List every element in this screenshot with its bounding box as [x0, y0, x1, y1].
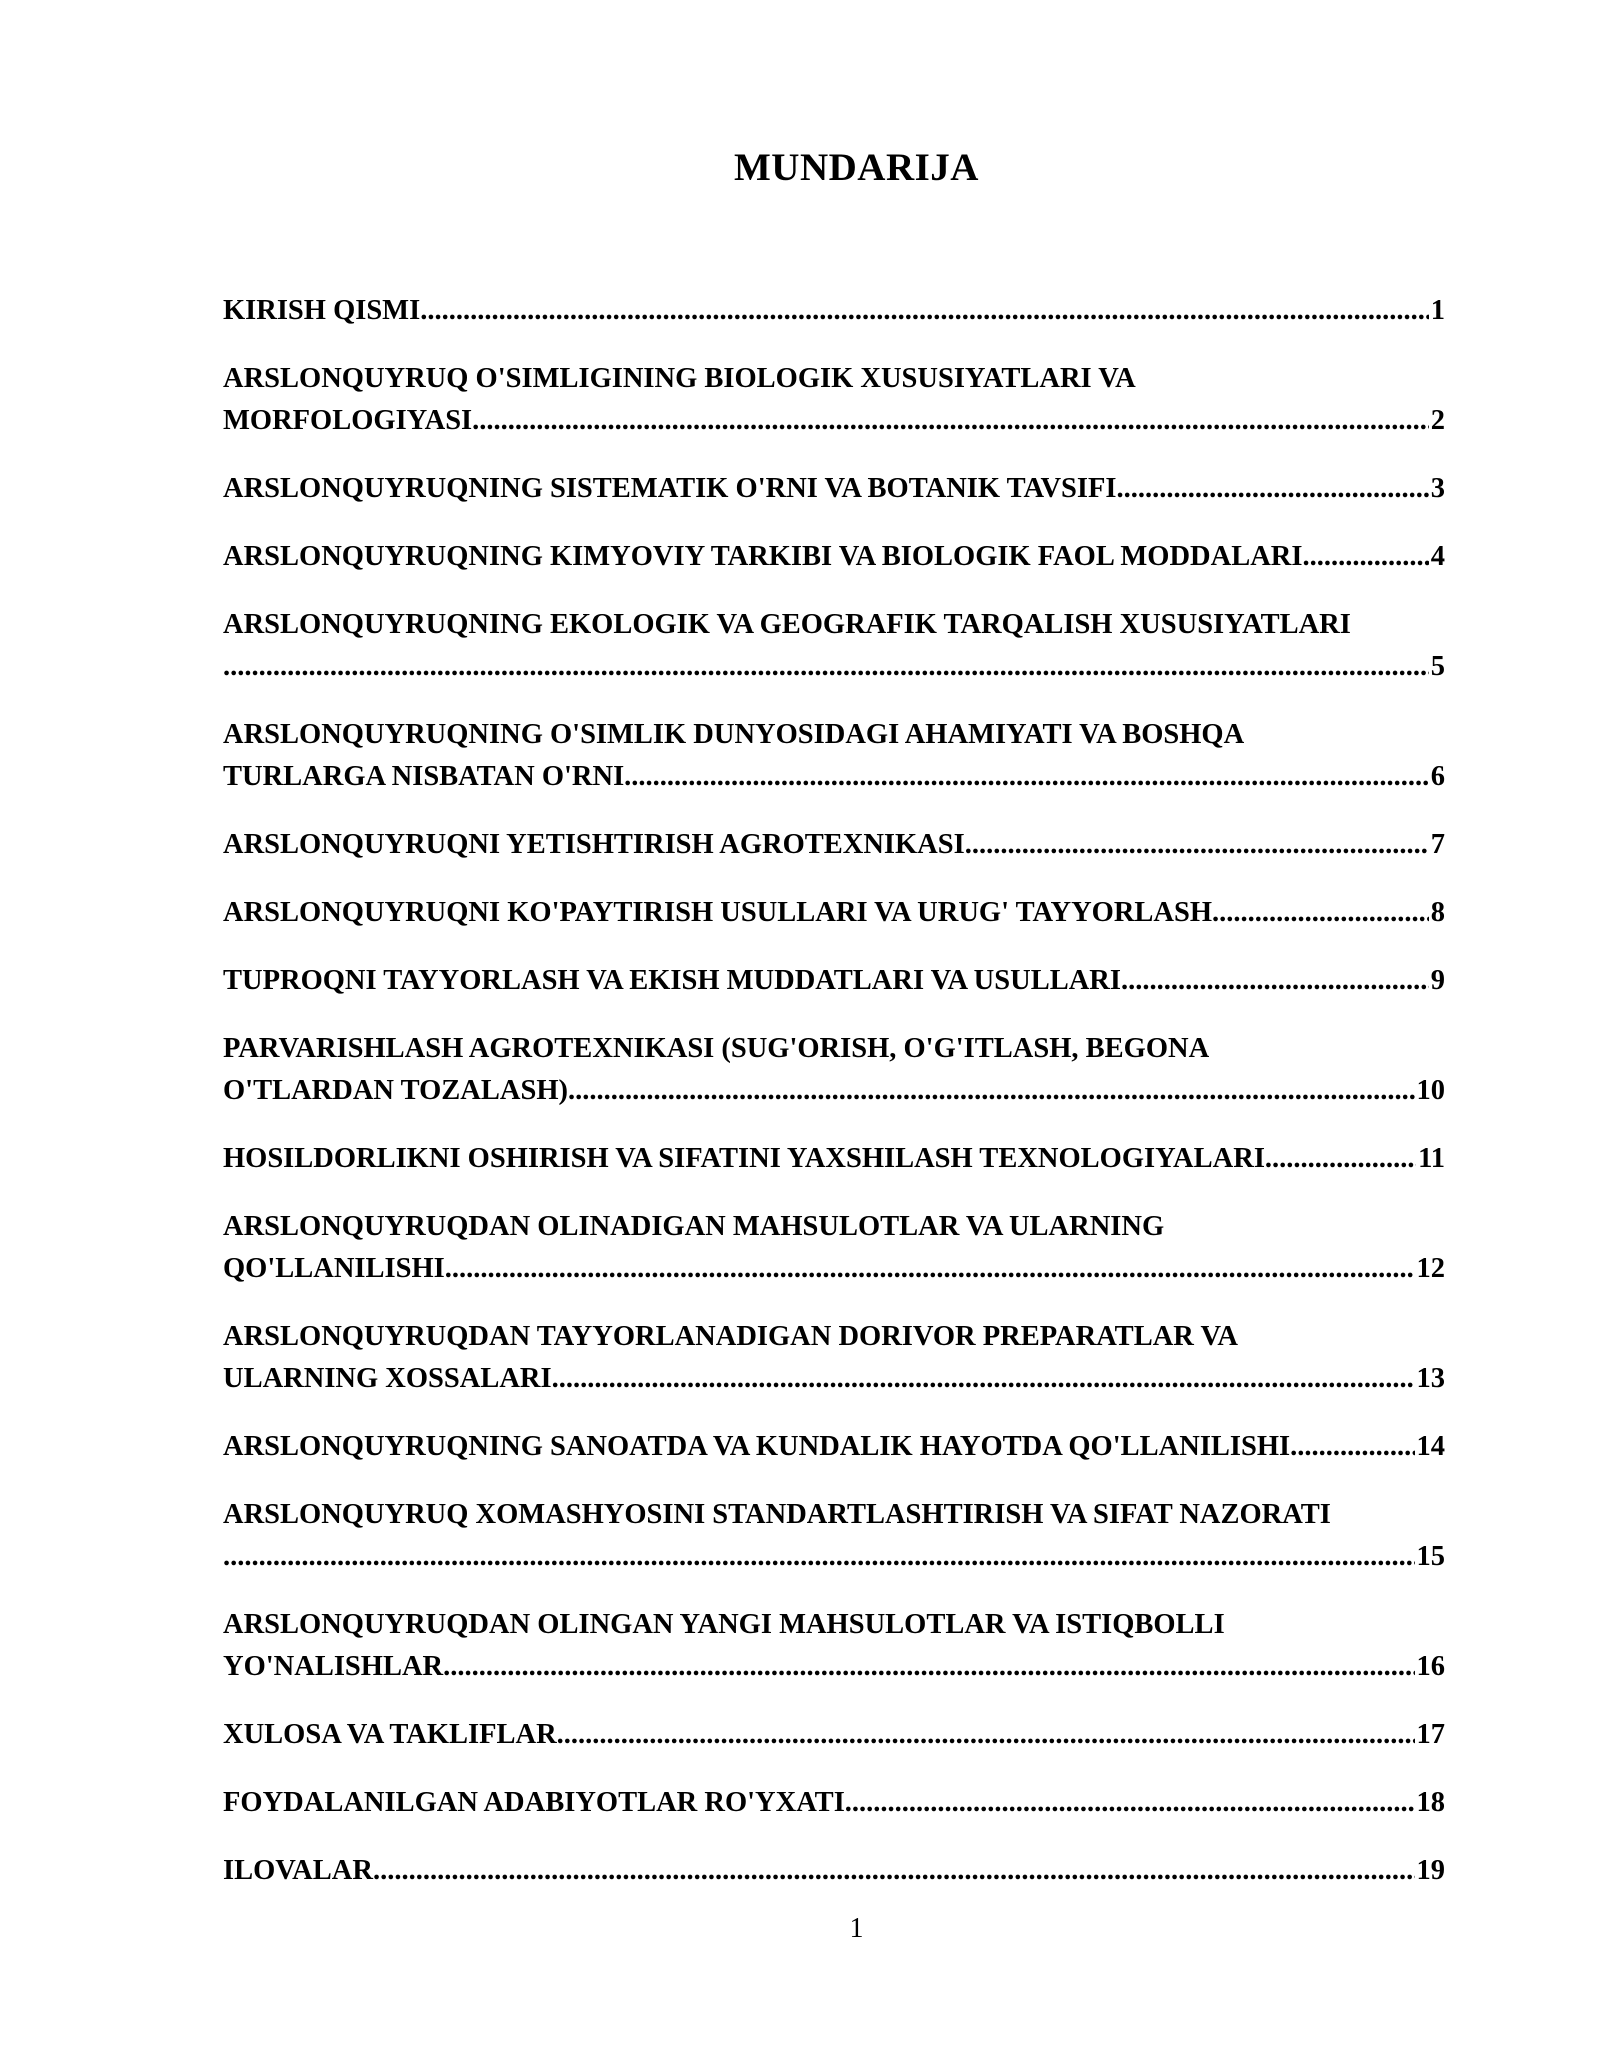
dot-leader [1302, 536, 1428, 578]
toc-entry[interactable] [223, 1028, 1445, 1112]
toc-entry-leader-line [223, 468, 1445, 510]
toc-entry-text: ARSLONQUYRUQDAN TAYYORLANADIGAN DORIVOR PREPARATLAR VA [223, 1321, 1238, 1352]
toc-entry-page-number: 19 [1416, 1855, 1445, 1886]
toc-entry-text: ARSLONQUYRUQDAN OLINGAN YANGI MAHSULOTLAR VA ISTIQBOLLI [223, 1609, 1225, 1640]
toc-entry-page-number: 4 [1430, 541, 1445, 572]
toc-entry-page-number: 12 [1416, 1253, 1445, 1284]
dot-leader [373, 1850, 1415, 1892]
toc-entry-text: ARSLONQUYRUQNING O'SIMLIK DUNYOSIDAGI AHAMIYATI VA BOSHQA [223, 719, 1245, 750]
toc-entry[interactable] [223, 1426, 1445, 1468]
toc-title: MUNDARIJA [734, 146, 979, 189]
dot-leader [568, 1070, 1415, 1112]
toc-entry[interactable] [223, 290, 1445, 332]
toc-entry[interactable] [223, 604, 1445, 688]
dot-leader [624, 756, 1429, 798]
toc-entry-leader-line [223, 1536, 1445, 1578]
toc-entry-leader-line [223, 1646, 1445, 1688]
toc-entry-leader-line [223, 646, 1445, 688]
toc-entry-page-number: 13 [1416, 1363, 1445, 1394]
page-number: 1 [849, 1913, 864, 1944]
dot-leader [443, 1646, 1414, 1688]
toc-entry-text: O'TLARDAN TOZALASH) [223, 1075, 568, 1106]
toc-entry[interactable] [223, 1782, 1445, 1824]
toc-entry-text: XULOSA VA TAKLIFLAR [223, 1719, 557, 1750]
dot-leader [557, 1714, 1415, 1756]
dot-leader [420, 290, 1429, 332]
toc-entry-text: ARSLONQUYRUQ O'SIMLIGINING BIOLOGIK XUSUSIYATLARI VA [223, 363, 1136, 394]
toc-entry-leader-line [223, 1358, 1445, 1400]
toc-entry-text: KIRISH QISMI [223, 295, 421, 326]
table-of-contents [223, 290, 1445, 1918]
toc-entry[interactable] [223, 824, 1445, 866]
toc-entry-page-number: 17 [1416, 1719, 1445, 1750]
toc-entry[interactable] [223, 1850, 1445, 1892]
toc-entry-text: MORFOLOGIYASI [223, 405, 473, 436]
toc-entry-page-number: 10 [1416, 1075, 1445, 1106]
toc-entry-text: PARVARISHLASH AGROTEXNIKASI (SUG'ORISH, O'G'ITLASH, BEGONA [223, 1033, 1210, 1064]
toc-entry-text: ULARNING XOSSALARI [223, 1363, 552, 1394]
toc-entry-leader-line [223, 290, 1445, 332]
dot-leader [223, 646, 1429, 688]
dot-leader [223, 1536, 1415, 1578]
toc-entry-leader-line [223, 400, 1445, 442]
toc-entry-page-number: 6 [1430, 761, 1445, 792]
toc-entry-page-number: 9 [1430, 965, 1445, 996]
toc-entry-leader-line [223, 892, 1445, 934]
toc-entry-text: ARSLONQUYRUQNING SANOATDA VA KUNDALIK HAYOTDA QO'LLANILISHI [223, 1431, 1291, 1462]
dot-leader [1121, 960, 1429, 1002]
toc-entry-text: ARSLONQUYRUQDAN OLINADIGAN MAHSULOTLAR VA ULARNING [223, 1211, 1165, 1242]
toc-entry-leader-line [223, 1248, 1445, 1290]
toc-entry-leader-line [223, 536, 1445, 578]
toc-entry[interactable] [223, 960, 1445, 1002]
toc-entry-page-number: 2 [1430, 405, 1445, 436]
dot-leader [1265, 1138, 1416, 1180]
toc-entry-page-number: 15 [1416, 1541, 1445, 1572]
toc-entry[interactable] [223, 468, 1445, 510]
toc-entry-page-number: 7 [1430, 829, 1445, 860]
toc-entry-leader-line [223, 1138, 1445, 1180]
toc-entry-page-number: 14 [1416, 1431, 1445, 1462]
toc-entry-page-number: 18 [1416, 1787, 1445, 1818]
toc-entry-page-number: 11 [1418, 1143, 1445, 1174]
toc-entry-text: ARSLONQUYRUQNING EKOLOGIK VA GEOGRAFIK TARQALISH XUSUSIYATLARI [223, 609, 1351, 640]
toc-entry-leader-line [223, 756, 1445, 798]
toc-entry-text: QO'LLANILISHI [223, 1253, 445, 1284]
toc-entry-text: HOSILDORLIKNI OSHIRISH VA SIFATINI YAXSHILASH TEXNOLOGIYALARI [223, 1143, 1265, 1174]
dot-leader [845, 1782, 1415, 1824]
toc-entry-page-number: 1 [1430, 295, 1445, 326]
toc-entry-text: TURLARGA NISBATAN O'RNI [223, 761, 625, 792]
toc-entry-page-number: 16 [1416, 1651, 1445, 1682]
dot-leader [472, 400, 1429, 442]
toc-entry[interactable] [223, 1604, 1445, 1688]
toc-entry-text: ARSLONQUYRUQ XOMASHYOSINI STANDARTLASHTIRISH VA SIFAT NAZORATI [223, 1499, 1331, 1530]
toc-entry-leader-line [223, 1426, 1445, 1468]
dot-leader [1212, 892, 1429, 934]
toc-entry[interactable] [223, 892, 1445, 934]
toc-entry[interactable] [223, 1714, 1445, 1756]
toc-entry[interactable] [223, 536, 1445, 578]
toc-entry[interactable] [223, 714, 1445, 798]
dot-leader [552, 1358, 1415, 1400]
toc-entry-leader-line [223, 1782, 1445, 1824]
toc-entry[interactable] [223, 1206, 1445, 1290]
toc-entry-text: ARSLONQUYRUQNI YETISHTIRISH AGROTEXNIKASI [223, 829, 965, 860]
toc-entry[interactable] [223, 1316, 1445, 1400]
toc-entry[interactable] [223, 1494, 1445, 1578]
toc-entry-text: YO'NALISHLAR [223, 1651, 444, 1682]
dot-leader [445, 1248, 1415, 1290]
toc-entry-text: ILOVALAR [223, 1855, 373, 1886]
toc-entry-leader-line [223, 1714, 1445, 1756]
toc-entry-text: ARSLONQUYRUQNI KO'PAYTIRISH USULLARI VA URUG' TAYYORLASH [223, 897, 1213, 928]
toc-entry[interactable] [223, 358, 1445, 442]
toc-entry-text: TUPROQNI TAYYORLASH VA EKISH MUDDATLARI VA USULLARI [223, 965, 1121, 996]
toc-entry-text: ARSLONQUYRUQNING KIMYOVIY TARKIBI VA BIOLOGIK FAOL MODDALARI [223, 541, 1303, 572]
toc-entry-leader-line [223, 1070, 1445, 1112]
toc-entry-page-number: 5 [1430, 651, 1445, 682]
toc-entry-page-number: 3 [1430, 473, 1445, 504]
toc-entry-text: ARSLONQUYRUQNING SISTEMATIK O'RNI VA BOTANIK TAVSIFI [223, 473, 1117, 504]
dot-leader [1290, 1426, 1414, 1468]
toc-entry[interactable] [223, 1138, 1445, 1180]
dot-leader [1116, 468, 1428, 510]
toc-entry-text: FOYDALANILGAN ADABIYOTLAR RO'YXATI [223, 1787, 845, 1818]
toc-entry-page-number: 8 [1430, 897, 1445, 928]
toc-entry-leader-line [223, 1850, 1445, 1892]
toc-entry-leader-line [223, 960, 1445, 1002]
dot-leader [965, 824, 1429, 866]
toc-entry-leader-line [223, 824, 1445, 866]
